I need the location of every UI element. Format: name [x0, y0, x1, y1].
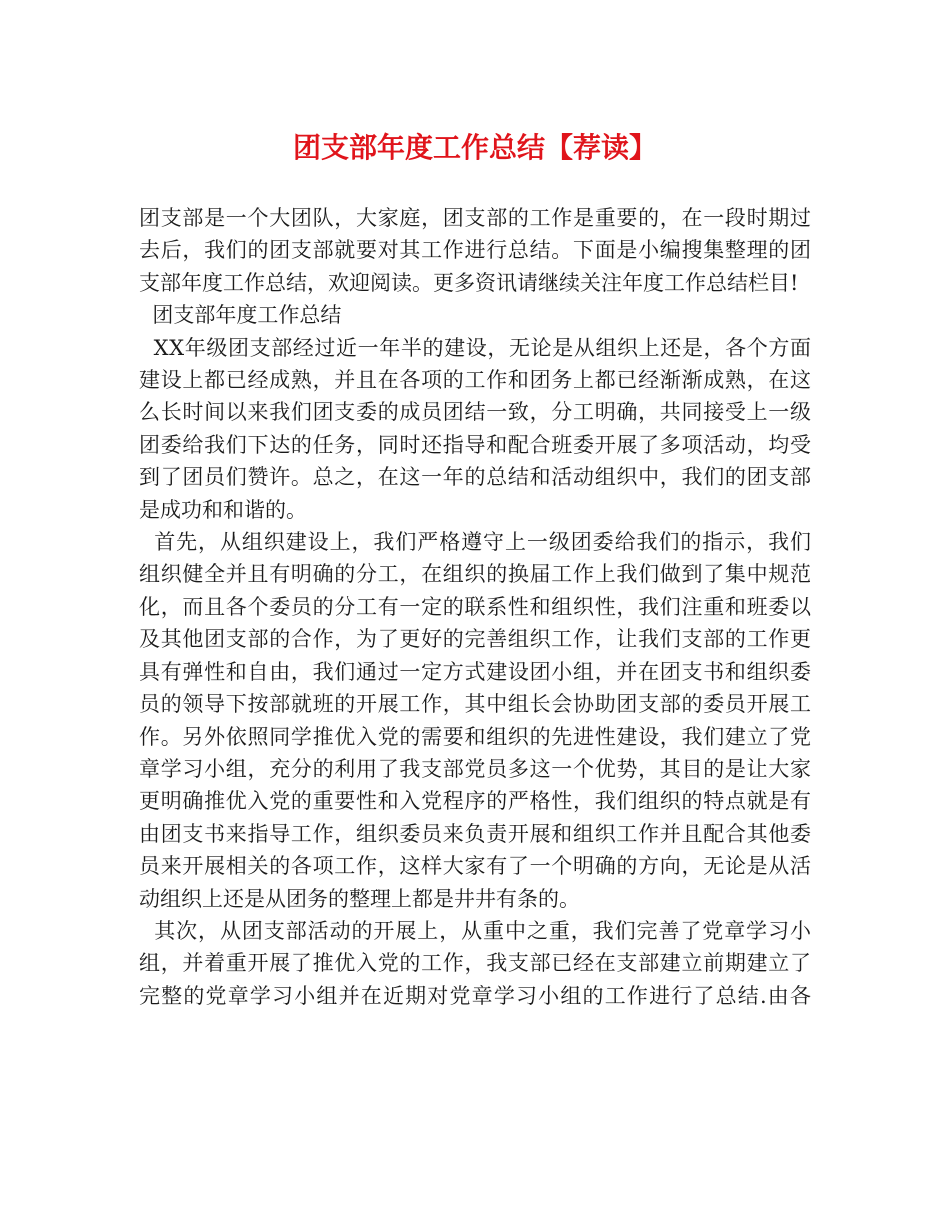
text-line: 建设上都已经成熟，并且在各项的工作和团务上都已经渐渐成熟，在这 [139, 368, 812, 393]
text-line: 化，而且各个委员的分工有一定的联系性和组织性，我们注重和班委以 [139, 594, 812, 619]
text-line: 章学习小组，充分的利用了我支部党员多这一个优势，其目的是让大家 [139, 756, 812, 781]
text-line: 动组织上还是从团务的整理上都是井井有条的。 [139, 886, 580, 911]
text-line: 更明确推优入党的重要性和入党程序的严格性，我们组织的特点就是有 [139, 789, 812, 814]
text-line: 其次，从团支部活动的开展上，从重中之重，我们完善了党章学习小 [139, 918, 812, 943]
text-line: 团支部是一个大团队，大家庭，团支部的工作是重要的，在一段时期过 [139, 206, 812, 230]
text-line: 完整的党章学习小组并在近期对党章学习小组的工作进行了总结.由各 [139, 983, 813, 1008]
text-line: 组织健全并且有明确的分工，在组织的换届工作上我们做到了集中规范 [139, 562, 812, 587]
text-line: 团支部年度工作总结 [139, 303, 342, 328]
text-line: 具有弹性和自由，我们通过一定方式建设团小组，并在团支书和组织委 [139, 659, 812, 684]
document-title: 团支部年度工作总结【荐读】 [292, 131, 657, 164]
text-line: 去后，我们的团支部就要对其工作进行总结。下面是小编搜集整理的团 [139, 238, 812, 263]
text-line: 团委给我们下达的任务，同时还指导和配合班委开展了多项活动，均受 [139, 432, 812, 457]
text-line: 么长时间以来我们团支委的成员团结一致，分工明确，共同接受上一级 [139, 400, 812, 425]
text-line: 是成功和和谐的。 [139, 497, 307, 522]
text-line: 首先，从组织建设上，我们严格遵守上一级团委给我们的指示，我们 [139, 530, 812, 555]
text-line: 及其他团支部的合作，为了更好的完善组织工作，让我们支部的工作更 [139, 627, 812, 652]
text-line: 员来开展相关的各项工作，这样大家有了一个明确的方向，无论是从活 [139, 854, 812, 879]
text-line: 由团支书来指导工作，组织委员来负责开展和组织工作并且配合其他委 [139, 821, 812, 846]
text-line: 支部年度工作总结，欢迎阅读。更多资讯请继续关注年度工作总结栏目! [139, 270, 799, 295]
text-line: 组，并着重开展了推优入党的工作，我支部已经在支部建立前期建立了 [139, 951, 812, 976]
text-line: XX年级团支部经过近一年半的建设，无论是从组织上还是，各个方面 [139, 335, 812, 360]
text-line: 作。另外依照同学推优入党的需要和组织的先进性建设，我们建立了党 [139, 724, 812, 749]
text-line: 员的领导下按部就班的开展工作，其中组长会协助团支部的委员开展工 [139, 692, 812, 717]
document-body [139, 202, 811, 1012]
text-line: 到了团员们赞许。总之，在这一年的总结和活动组织中，我们的团支部 [139, 465, 812, 490]
